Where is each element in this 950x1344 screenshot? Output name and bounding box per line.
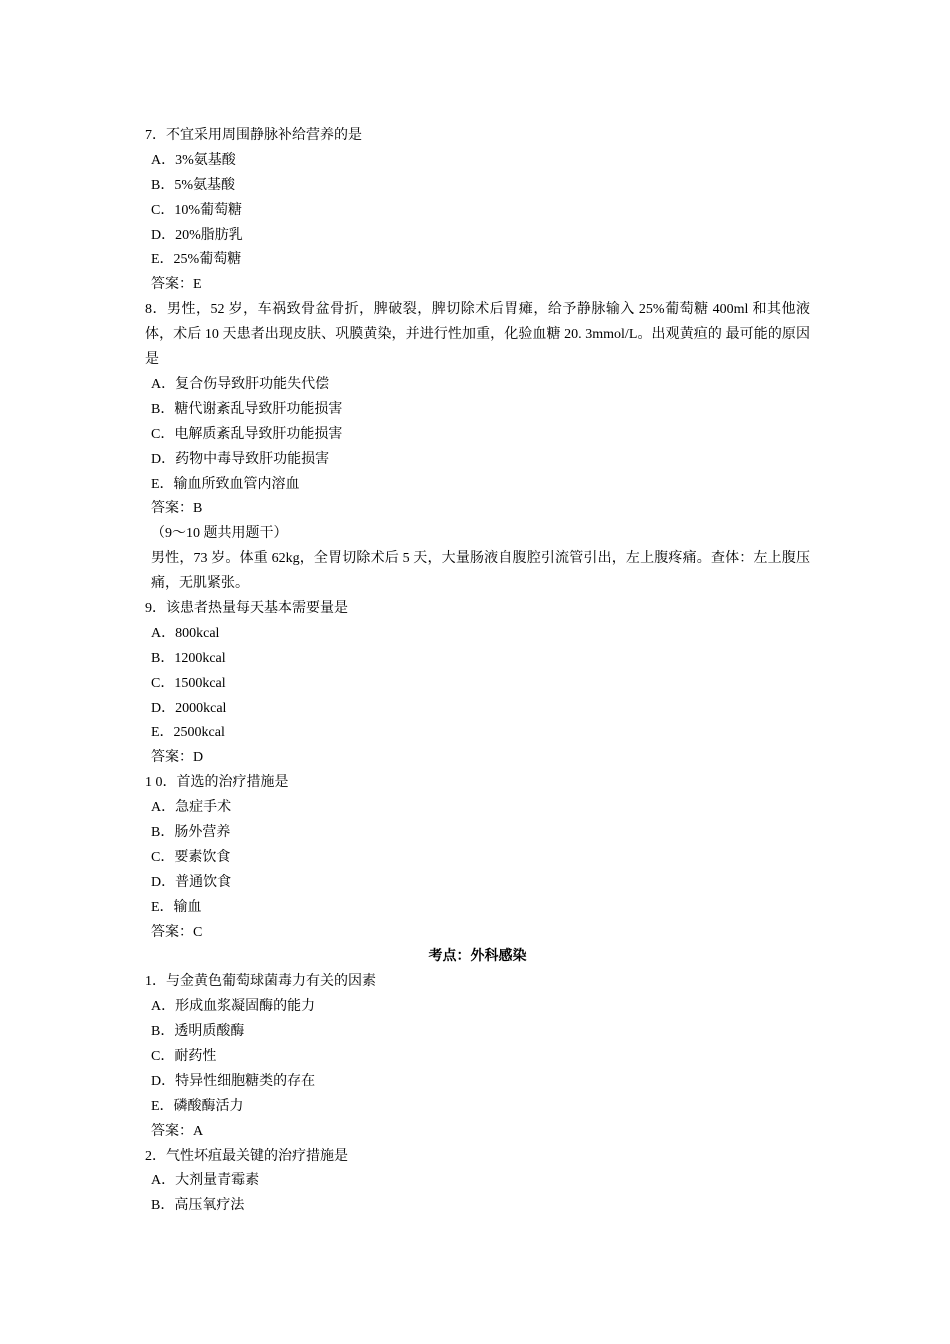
answer-option: E．2500kcal	[151, 725, 225, 741]
answer-option: E．磷酸酶活力	[151, 1098, 244, 1114]
answer-option: E．输血所致血管内溶血	[151, 476, 300, 492]
document-page	[145, 124, 810, 1219]
answer-option: B．透明质酸酶	[151, 1024, 245, 1040]
answer-option: A．急症手术	[151, 800, 232, 816]
answer-option: A．形成血浆凝固酶的能力	[151, 999, 316, 1015]
question-text: 7．不宜采用周围静脉补给营养的是	[145, 128, 362, 143]
shared-stem-text: 男性，73 岁。体重 62kg，全胃切除术后 5 天，大量肠液自腹腔引流管引出，左上腹疼痛。查体：左上腹压痛，无肌紧张。	[151, 551, 810, 592]
answer-option: D．普通饮食	[151, 874, 232, 890]
answer-option: C．耐药性	[151, 1049, 217, 1065]
answer-option: C．1500kcal	[151, 675, 226, 691]
question-text: 8．男性，52 岁，车祸致骨盆骨折，脾破裂，脾切除术后胃瘫，给予静脉输入 25%葡萄糖 400ml 和其他液体，术后 10 天患者出现皮肤、巩膜黄染，并进行性加重，化验血糖 20. 3mmol/L。出观黄疸的 最可能的原因是	[145, 302, 810, 368]
answer-option: D．2000kcal	[151, 700, 227, 716]
answer-option: D．药物中毒导致肝功能损害	[151, 451, 330, 467]
answer-option: E．25%葡萄糖	[151, 252, 242, 268]
answer-option: D．20%脂肪乳	[151, 227, 243, 243]
answer-option: C．电解质紊乱导致肝功能损害	[151, 426, 343, 442]
answer-key: 答案：B	[151, 501, 203, 517]
answer-option: C．10%葡萄糖	[151, 202, 242, 218]
shared-stem-label: （9～10 题共用题干）	[151, 526, 288, 542]
answer-option: A．大剂量青霉素	[151, 1173, 260, 1189]
answer-key: 答案：E	[151, 277, 202, 293]
answer-key: 答案：D	[151, 750, 204, 766]
answer-option: A．800kcal	[151, 625, 220, 641]
answer-option: E．输血	[151, 899, 202, 915]
answer-option: A．复合伤导致肝功能失代偿	[151, 376, 330, 392]
answer-option: C．要素饮食	[151, 849, 231, 865]
answer-option: B．糖代谢紊乱导致肝功能损害	[151, 401, 343, 417]
answer-option: B．5%氨基酸	[151, 177, 235, 193]
answer-option: A．3%氨基酸	[151, 152, 236, 168]
answer-key: 答案：C	[151, 924, 203, 940]
answer-option: D．特异性细胞糖类的存在	[151, 1073, 316, 1089]
question-text: 1．与金黄色葡萄球菌毒力有关的因素	[145, 974, 376, 990]
answer-option: B．肠外营养	[151, 825, 231, 841]
section-heading: 考点：外科感染	[428, 949, 527, 965]
answer-option: B．1200kcal	[151, 650, 226, 666]
answer-option: B．高压氧疗法	[151, 1198, 245, 1214]
question-text: 2．气性坏疽最关键的治疗措施是	[145, 1148, 348, 1164]
answer-key: 答案：A	[151, 1123, 204, 1139]
question-text: 9．该患者热量每天基本需要量是	[145, 601, 348, 616]
question-text: 1 0．首选的治疗措施是	[145, 775, 289, 791]
